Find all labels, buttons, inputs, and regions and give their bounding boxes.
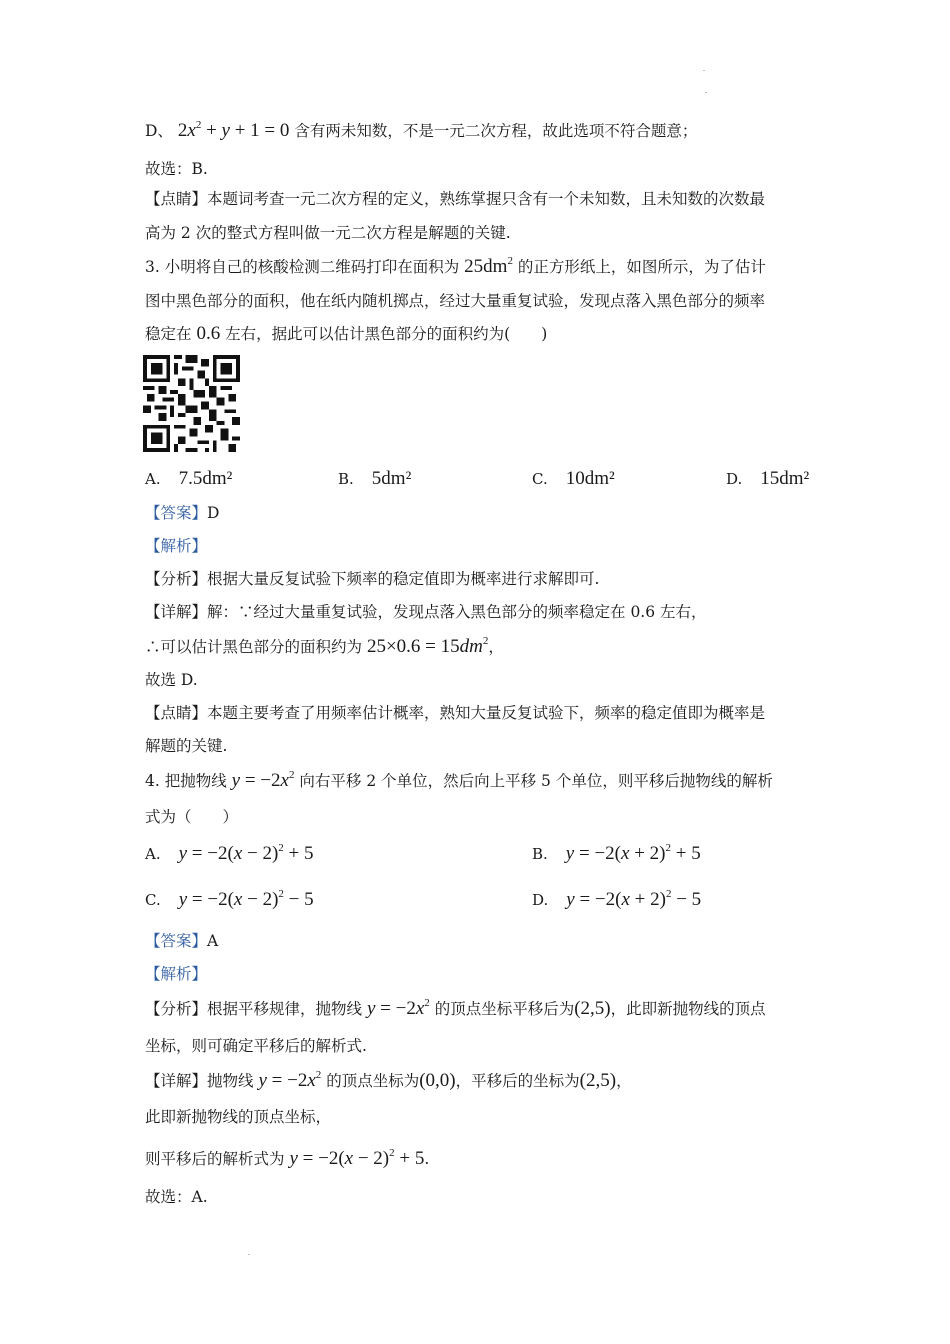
dianjing-2: 【点睛】本题主要考查了用频率估计概率，熟知大量反复试验下，频率的稳定值即为概率是 bbox=[145, 704, 766, 722]
q4-solution-line2: 此即新抛物线的顶点坐标， bbox=[145, 1108, 332, 1126]
equation-2x2-y-1: $2x^2 + y + 1 = 0$ bbox=[177, 119, 290, 141]
question-4-line2: 式为（ ） bbox=[145, 808, 239, 826]
qr-code-icon bbox=[143, 355, 240, 452]
scan-speck bbox=[248, 1254, 250, 1255]
fenxi-4-cont: 坐标，则可确定平移后的解析式. bbox=[145, 1037, 367, 1055]
conclusion-d: 故选 D. bbox=[145, 671, 198, 689]
dianjing-2-cont: 解题的关键. bbox=[145, 737, 228, 755]
q4-option-d: D. $y = -2(x + 2)^2 - 5$ bbox=[532, 888, 702, 910]
answer-4: 【答案】A bbox=[145, 932, 219, 950]
conclusion-a: 故选：A. bbox=[145, 1188, 208, 1206]
q4-option-b: B. $y = -2(x + 2)^2 + 5$ bbox=[532, 842, 701, 864]
answer-3: 【答案】D bbox=[145, 504, 220, 522]
area-25dm2: $25dm^2$ bbox=[464, 255, 513, 277]
line-d-option-explanation: D、 $2x^2 + y + 1 = 0$ 含有两未知数，不是一元二次方程，故此选项不符合题意； bbox=[145, 119, 698, 141]
xiangjie-4: 【详解】抛物线 $y = -2x^2$ 的顶点坐标为(0,0)，平移后的坐标为(2,5)， bbox=[145, 1069, 632, 1091]
q3-solution-line2: ∴可以估计黑色部分的面积约为 $25\times 0.6 = 15dm^2$， bbox=[145, 635, 504, 657]
dianjing-1-cont: 高为 2 次的整式方程叫做一元二次方程是解题的关键. bbox=[145, 224, 511, 242]
question-3-line1: 3. 小明将自己的核酸检测二维码打印在面积为 $25dm^2$ 的正方形纸上，如图所示，为了估计 bbox=[145, 255, 766, 277]
question-3-line3: 稳定在 0.6 左右，据此可以估计黑色部分的面积约为( ) bbox=[145, 323, 548, 344]
question-4-line1: 4. 把抛物线 $y = -2x^2$ 向右平移 2 个单位，然后向上平移 5 个单位，则平移后抛物线的解析 bbox=[145, 769, 773, 791]
dianjing-1: 【点睛】本题词考查一元二次方程的定义，熟练掌握只含有一个未知数，且未知数的次数最 bbox=[145, 190, 766, 208]
q3-option-d: D. 15dm² bbox=[726, 468, 810, 489]
jiexi-4: 【解析】 bbox=[145, 965, 208, 983]
scan-speck bbox=[705, 92, 707, 93]
question-3-line2: 图中黑色部分的面积，他在纸内随机掷点，经过大量重复试验，发现点落入黑色部分的频率 bbox=[145, 292, 766, 310]
xiangjie-3: 【详解】解：∵经过大量重复试验，发现点落入黑色部分的频率稳定在 0.6 左右， bbox=[145, 603, 707, 621]
fenxi-3: 【分析】根据大量反复试验下频率的稳定值即为概率进行求解即可. bbox=[145, 570, 600, 588]
q3-option-a: A. 7.5dm² bbox=[145, 468, 233, 489]
q4-option-a: A. $y = -2(x - 2)^2 + 5$ bbox=[145, 842, 314, 864]
q3-option-b: B. 5dm² bbox=[338, 468, 412, 489]
fenxi-4: 【分析】根据平移规律，抛物线 $y = -2x^2$ 的顶点坐标平移后为(2,5)，此即新抛物线的顶点 bbox=[145, 997, 766, 1019]
q4-option-c: C. $y = -2(x - 2)^2 - 5$ bbox=[145, 888, 314, 910]
jiexi-3: 【解析】 bbox=[145, 537, 208, 555]
q4-solution-line3: 则平移后的解析式为 $y = -2(x - 2)^2 + 5$. bbox=[145, 1147, 430, 1169]
q3-option-c: C. 10dm² bbox=[532, 468, 615, 489]
scan-speck bbox=[703, 70, 705, 71]
conclusion-b: 故选：B. bbox=[145, 160, 208, 178]
